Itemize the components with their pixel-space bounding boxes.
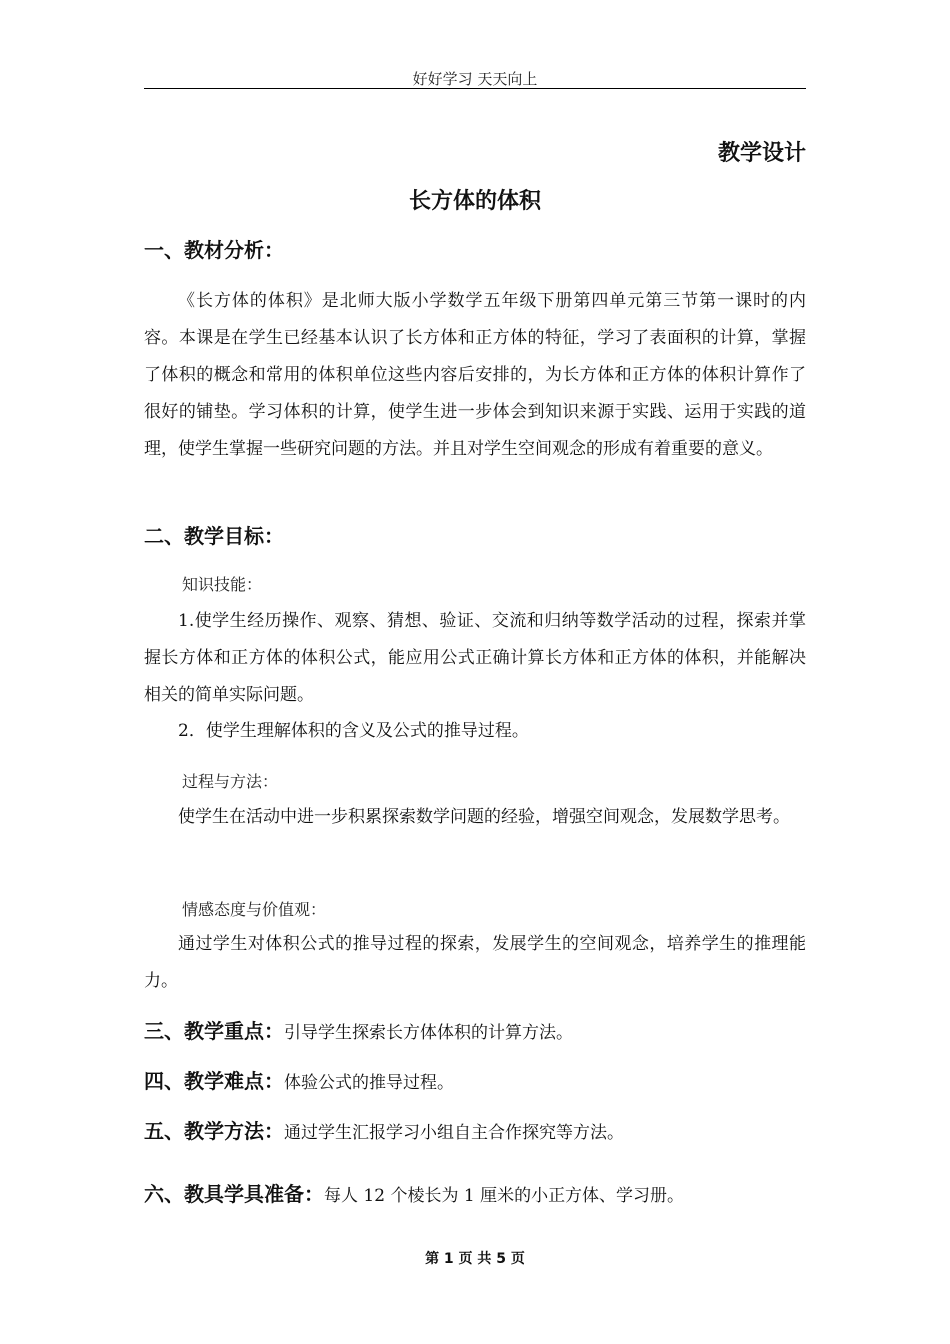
section-4-heading: 四、教学难点： xyxy=(144,1069,284,1093)
page-header: 好好学习 天天向上 xyxy=(412,70,538,88)
section-5 xyxy=(144,1117,806,1147)
process-method-label: 过程与方法： xyxy=(182,772,279,791)
knowledge-skills-label: 知识技能： xyxy=(182,575,263,594)
knowledge-item-2: 2．使学生理解体积的含义及公式的推导过程。 xyxy=(178,721,529,741)
page-number-footer: 第 1 页 共 5 页 xyxy=(425,1251,525,1267)
section-1-paragraph: 《长方体的体积》是北师大版小学数学五年级下册第四单元第三节第一课时的内容。本课是在学生已经基本认识了长方体和正方体的特征，学习了表面积的计算，掌握了体积的概念和常用的体积单位这些内容后安排的，为长方体和正方体的体积计算作了很好的铺垫。学习体积的计算，使学生进一步体会到知识来源于实践、运用于实践的道理，使学生掌握一些研究问题的方法。并且对学生空间观念的形成有着重要的意义。 xyxy=(144,291,806,459)
knowledge-item-1: 1.使学生经历操作、观察、猜想、验证、交流和归纳等数学活动的过程，探索并掌握长方体和正方体的体积公式，能应用公式正确计算长方体和正方体的体积，并能解决相关的简单实际问题。 xyxy=(144,611,806,705)
section-2-heading: 二、教学目标： xyxy=(144,524,284,548)
section-4-text: 体验公式的推导过程。 xyxy=(284,1073,454,1093)
emotion-values-text: 通过学生对体积公式的推导过程的探索，发展学生的空间观念，培养学生的推理能力。 xyxy=(144,934,806,991)
emotion-values-label: 情感态度与价值观： xyxy=(182,900,327,919)
section-4 xyxy=(144,1067,806,1097)
section-6-text: 每人 12 个棱长为 1 厘米的小正方体、学习册。 xyxy=(324,1186,685,1206)
section-3 xyxy=(144,1017,806,1047)
section-6-heading: 六、教具学具准备： xyxy=(144,1182,324,1206)
document-title: 长方体的体积 xyxy=(408,189,541,214)
section-3-heading: 三、教学重点： xyxy=(144,1019,284,1043)
section-5-text: 通过学生汇报学习小组自主合作探究等方法。 xyxy=(284,1123,624,1143)
header-divider xyxy=(144,88,806,89)
process-method-text: 使学生在活动中进一步积累探索数学问题的经验，增强空间观念，发展数学思考。 xyxy=(178,807,790,827)
section-5-heading: 五、教学方法： xyxy=(144,1119,284,1143)
section-3-text: 引导学生探索长方体体积的计算方法。 xyxy=(284,1023,573,1043)
section-1-heading: 一、教材分析： xyxy=(144,238,284,262)
document-type: 教学设计 xyxy=(717,141,806,166)
section-6 xyxy=(144,1180,806,1210)
